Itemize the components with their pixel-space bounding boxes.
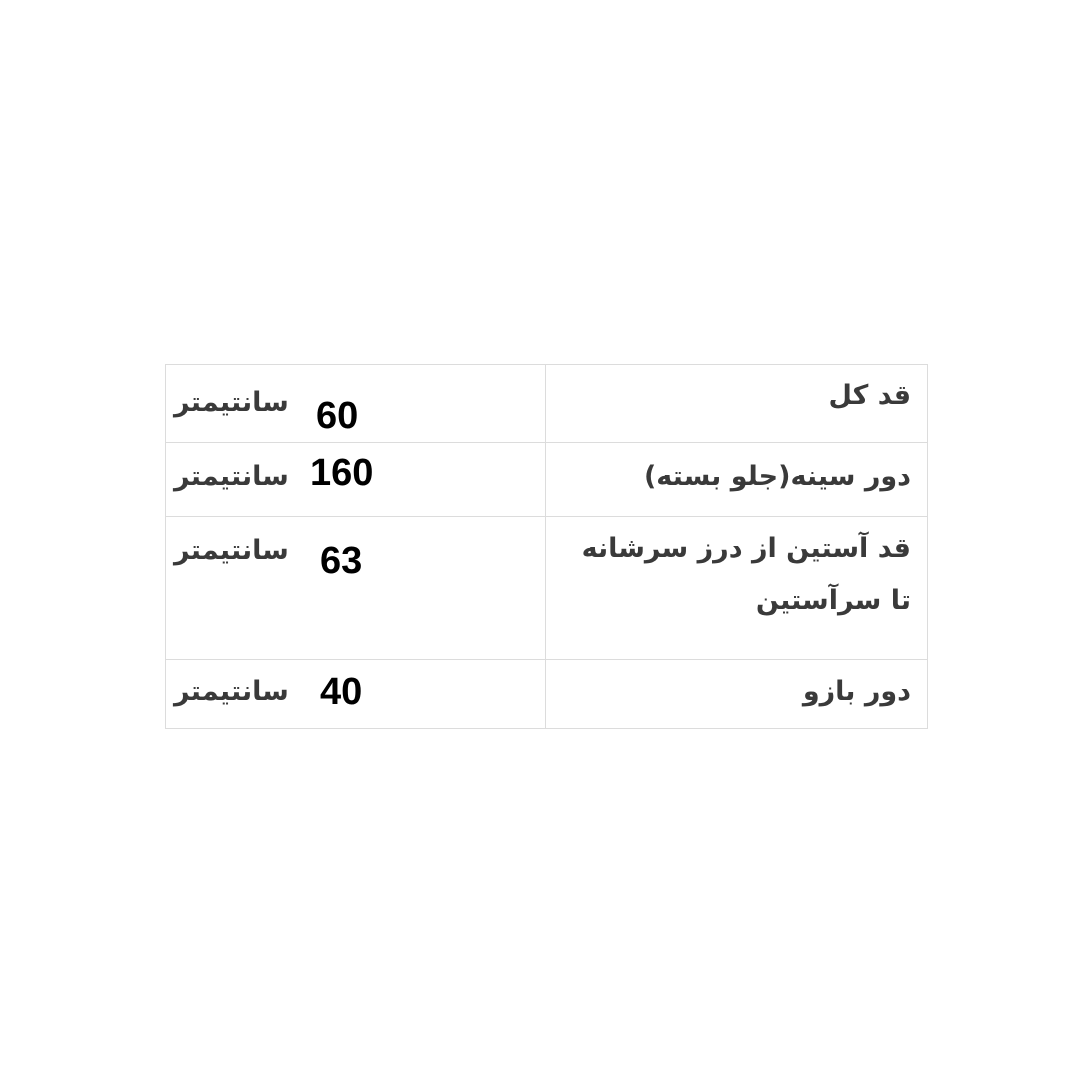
table-row: [166, 517, 928, 660]
unit-label: سانتیمتر: [174, 676, 289, 707]
value-cell: [166, 443, 546, 517]
unit-label: سانتیمتر: [174, 461, 289, 492]
unit-label: سانتیمتر: [174, 387, 289, 418]
number-value: 60: [316, 395, 359, 437]
label-cell: [546, 443, 928, 517]
unit-label: سانتیمتر: [174, 535, 289, 566]
measurement-value: [174, 447, 537, 499]
measurement-value: [174, 525, 537, 582]
measurement-label: قد کل: [828, 380, 911, 411]
measurement-value: [174, 377, 537, 437]
table-row: [166, 365, 928, 443]
measurement-label: دور بازو: [802, 676, 911, 707]
number-value: 160: [310, 452, 374, 494]
label-cell: [546, 365, 928, 443]
number-value: 40: [320, 671, 363, 713]
label-cell: [546, 517, 928, 660]
number-value: 63: [320, 540, 363, 582]
measurement-label: قد آستین از درز سرشانه تا سرآستین: [581, 533, 911, 616]
value-cell: [166, 365, 546, 443]
measurement-label: دور سینه(جلو بسته): [643, 461, 911, 492]
size-table: [165, 364, 928, 729]
label-cell: [546, 660, 928, 729]
table-row: [166, 443, 928, 517]
value-cell: [166, 517, 546, 660]
table-row: [166, 660, 928, 729]
measurement-value: [174, 666, 537, 718]
value-cell: [166, 660, 546, 729]
